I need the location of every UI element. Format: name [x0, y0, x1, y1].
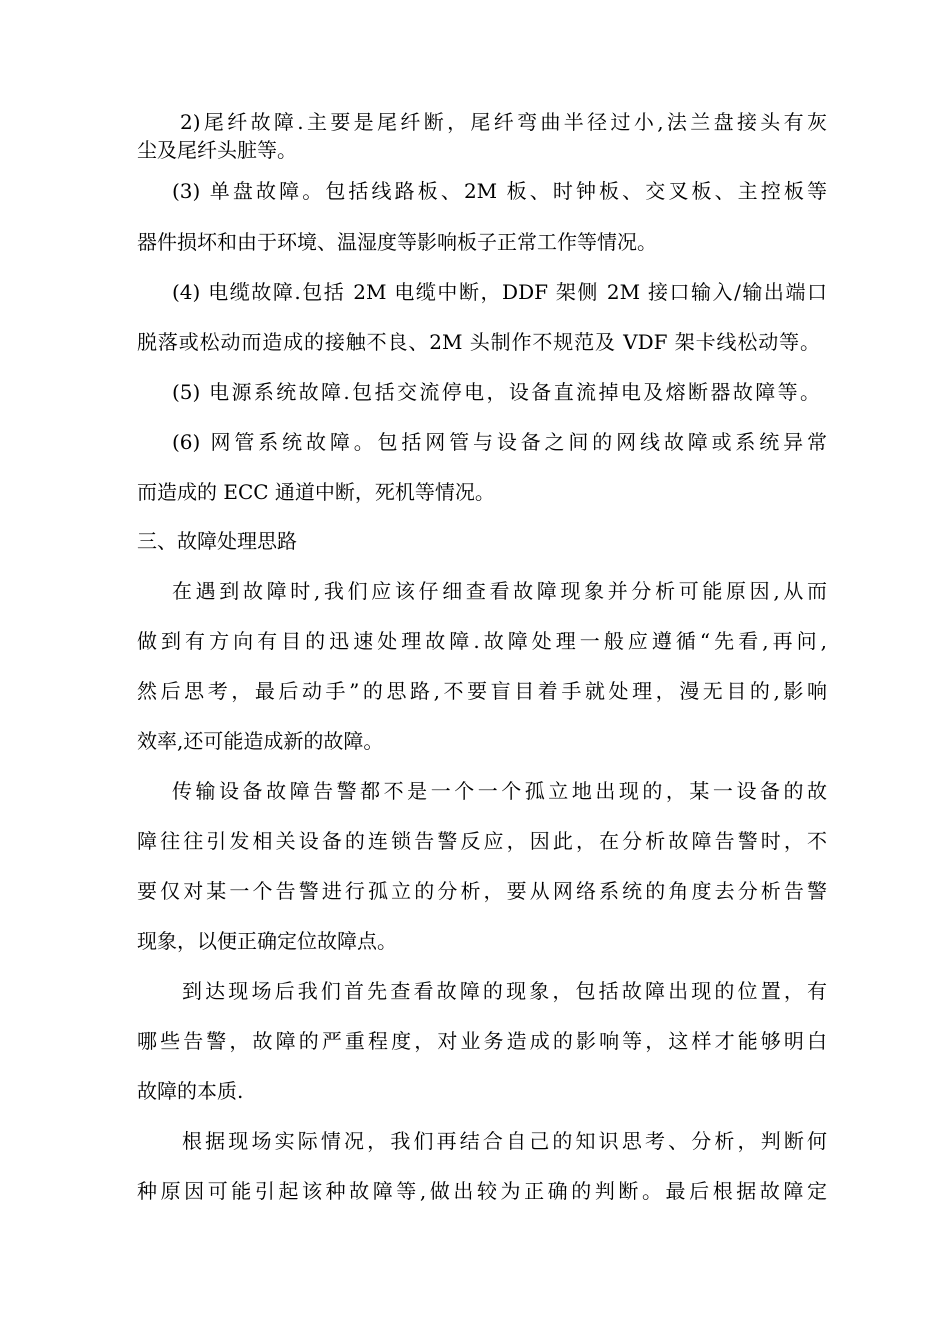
- paragraph-approach-line-3: 然后思考，最后动手”的思路,不要盲目着手就处理，漫无目的,影响: [137, 679, 827, 703]
- paragraph-approach-line-1: 在遇到故障时,我们应该仔细查看故障现象并分析可能原因,从而: [172, 579, 827, 603]
- paragraph-nms-fault-line-1: (6) 网管系统故障。包括网管与设备之间的网线故障或系统异常: [172, 430, 827, 454]
- paragraph-nms-fault-line-2: 而造成的 ECC 通道中断，死机等情况。: [137, 480, 495, 504]
- paragraph-onsite-line-2: 哪些告警，故障的严重程度，对业务造成的影响等，这样才能够明白: [137, 1029, 827, 1053]
- paragraph-onsite-line-1: 到达现场后我们首先查看故障的现象，包括故障出现的位置，有: [182, 979, 827, 1003]
- paragraph-cable-fault-line-2: 脱落或松动而造成的接触不良、2M 头制作不规范及 VDF 架卡线松动等。: [137, 330, 820, 354]
- paragraph-cable-fault-line-1: (4) 电缆故障.包括 2M 电缆中断，DDF 架侧 2M 接口输入/输出端口: [172, 280, 827, 304]
- paragraph-tail-fiber-line-2: 尘及尾纤头脏等。: [137, 138, 297, 162]
- paragraph-approach-line-4: 效率,还可能造成新的故障。: [137, 729, 384, 753]
- paragraph-alarm-chain-line-2: 障往往引发相关设备的连锁告警反应，因此，在分析故障告警时，不: [137, 829, 827, 853]
- paragraph-alarm-chain-line-1: 传输设备故障告警都不是一个一个孤立地出现的，某一设备的故: [172, 779, 827, 803]
- paragraph-board-fault-line-2: 器件损坏和由于环境、温湿度等影响板子正常工作等情况。: [137, 230, 657, 254]
- paragraph-board-fault-line-1: (3) 单盘故障。包括线路板、2M 板、时钟板、交叉板、主控板等: [172, 179, 827, 203]
- section-3-heading: 三、故障处理思路: [137, 529, 297, 553]
- paragraph-onsite-line-3: 故障的本质.: [137, 1079, 244, 1103]
- paragraph-judgement-line-1: 根据现场实际情况，我们再结合自己的知识思考、分析，判断何: [182, 1129, 827, 1153]
- paragraph-power-fault-line-1: (5) 电源系统故障.包括交流停电，设备直流掉电及熔断器故障等。: [172, 380, 820, 404]
- paragraph-alarm-chain-line-3: 要仅对某一个告警进行孤立的分析，要从网络系统的角度去分析告警: [137, 879, 827, 903]
- paragraph-tail-fiber-line-1: 2)尾纤故障.主要是尾纤断，尾纤弯曲半径过小,法兰盘接头有灰: [180, 110, 827, 134]
- paragraph-alarm-chain-line-4: 现象，以便正确定位故障点。: [137, 929, 397, 953]
- paragraph-approach-line-2: 做到有方向有目的迅速处理故障.故障处理一般应遵循“先看,再问,: [137, 629, 827, 653]
- paragraph-judgement-line-2: 种原因可能引起该种故障等,做出较为正确的判断。最后根据故障定: [137, 1179, 827, 1203]
